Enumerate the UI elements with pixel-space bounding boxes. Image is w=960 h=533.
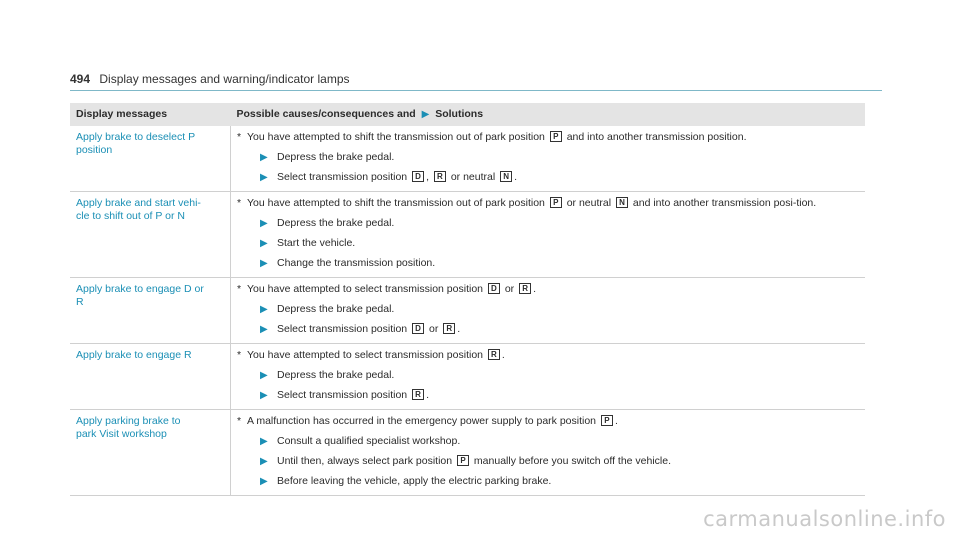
cause-body bbox=[247, 283, 536, 296]
column-header-causes-solutions bbox=[231, 103, 866, 126]
solution-step bbox=[237, 369, 859, 382]
arrow-right-icon: ▶ bbox=[260, 304, 268, 315]
text-fragment: . bbox=[426, 389, 429, 401]
cause-body bbox=[247, 197, 816, 210]
text-fragment: Depress the brake pedal. bbox=[277, 303, 395, 315]
text-fragment: Change the transmission position. bbox=[277, 257, 436, 269]
page-header bbox=[70, 72, 882, 91]
bullet-star-icon: * bbox=[237, 283, 242, 295]
text-fragment: manually before you switch off the vehicle. bbox=[471, 455, 672, 467]
text-fragment: Before leaving the vehicle, apply the electric parking brake. bbox=[277, 475, 552, 487]
text-fragment: Select transmission position bbox=[277, 171, 411, 183]
gear-n-symbol: N bbox=[500, 171, 512, 182]
arrow-right-icon: ▶ bbox=[260, 390, 268, 401]
display-message-text: R bbox=[76, 296, 84, 308]
arrow-right-icon: ▶ bbox=[260, 324, 268, 335]
causes-solutions-cell bbox=[231, 192, 866, 278]
arrow-right-icon: ▶ bbox=[260, 370, 268, 381]
arrow-right-icon: ▶ bbox=[260, 238, 268, 249]
text-fragment: , bbox=[426, 171, 432, 183]
cause-text bbox=[237, 415, 859, 428]
text-fragment: . bbox=[457, 323, 461, 335]
text-fragment: Consult a qualified specialist workshop. bbox=[277, 435, 461, 447]
table-row bbox=[70, 278, 865, 344]
solution-step-text bbox=[277, 151, 394, 164]
page-number: 494 bbox=[70, 72, 91, 86]
table-body bbox=[70, 126, 865, 496]
arrow-right-icon: ▶ bbox=[260, 258, 268, 269]
text-fragment: . bbox=[514, 171, 518, 183]
solution-step bbox=[237, 475, 859, 488]
column-header-solutions: Solutions bbox=[435, 108, 484, 120]
causes-solutions-cell bbox=[231, 278, 866, 344]
gear-p-symbol: P bbox=[550, 197, 562, 208]
display-message-text: Apply brake to engage R bbox=[76, 349, 192, 361]
gear-r-symbol: R bbox=[434, 171, 446, 182]
text-fragment: or neutral bbox=[563, 197, 614, 209]
display-message-cell bbox=[70, 278, 231, 344]
text-fragment: You have attempted to select transmission position bbox=[247, 349, 486, 361]
table-row bbox=[70, 192, 865, 278]
solution-step-text bbox=[277, 435, 460, 448]
text-fragment: or neutral bbox=[447, 171, 499, 183]
text-fragment: . bbox=[501, 349, 505, 361]
display-message-text: position bbox=[76, 144, 113, 156]
column-header-display-messages: Display messages bbox=[70, 103, 231, 126]
text-fragment: . bbox=[533, 283, 537, 295]
table-row bbox=[70, 126, 865, 192]
solution-step-text bbox=[277, 217, 394, 230]
cause-text bbox=[237, 131, 859, 144]
text-fragment: and into another transmission posi-tion. bbox=[630, 197, 817, 209]
gear-r-symbol: R bbox=[519, 283, 531, 294]
watermark: carmanualsonline.info bbox=[703, 507, 946, 531]
causes-solutions-cell bbox=[231, 410, 866, 496]
solution-step bbox=[237, 389, 859, 402]
causes-solutions-cell bbox=[231, 126, 866, 192]
text-fragment: Until then, always select park position bbox=[277, 455, 456, 467]
solution-step-text bbox=[277, 237, 355, 250]
table-header-row bbox=[70, 103, 865, 126]
text-fragment: . bbox=[614, 415, 618, 427]
display-message-text: Apply brake and start vehi- bbox=[76, 197, 201, 209]
text-fragment: Depress the brake pedal. bbox=[277, 369, 395, 381]
display-message-text: cle to shift out of P or N bbox=[76, 210, 185, 222]
bullet-star-icon: * bbox=[237, 415, 242, 427]
display-message-cell bbox=[70, 192, 231, 278]
gear-p-symbol: P bbox=[457, 455, 469, 466]
text-fragment: or bbox=[426, 323, 442, 335]
solution-step-text bbox=[277, 369, 394, 382]
gear-d-symbol: D bbox=[412, 323, 424, 334]
gear-d-symbol: D bbox=[412, 171, 424, 182]
text-fragment: Depress the brake pedal. bbox=[277, 151, 395, 163]
arrow-right-icon: ▶ bbox=[260, 456, 268, 467]
text-fragment: Start the vehicle. bbox=[277, 237, 356, 249]
gear-r-symbol: R bbox=[412, 389, 424, 400]
causes-solutions-cell bbox=[231, 344, 866, 410]
solution-step-text bbox=[277, 475, 551, 488]
text-fragment: You have attempted to select transmission position bbox=[247, 283, 486, 295]
display-message-text: park Visit workshop bbox=[76, 428, 167, 440]
text-fragment: A malfunction has occurred in the emergency power supply to park position bbox=[247, 415, 599, 427]
solution-step-text bbox=[277, 303, 394, 316]
solution-step bbox=[237, 237, 859, 250]
arrow-right-icon: ▶ bbox=[260, 436, 268, 447]
column-header-causes: Possible causes/consequences and bbox=[236, 108, 416, 120]
arrow-right-icon: ▶ bbox=[260, 152, 268, 163]
text-fragment: Select transmission position bbox=[277, 323, 411, 335]
solution-step-text bbox=[277, 323, 460, 336]
arrow-right-icon: ▶ bbox=[260, 476, 268, 487]
text-fragment: and into another transmission position. bbox=[563, 131, 747, 143]
gear-p-symbol: P bbox=[601, 415, 613, 426]
bullet-star-icon: * bbox=[237, 131, 242, 143]
text-fragment: You have attempted to shift the transmission out of park position bbox=[247, 131, 548, 143]
solution-step-text bbox=[277, 389, 429, 402]
solution-step-text bbox=[277, 455, 671, 468]
solution-step bbox=[237, 217, 859, 230]
gear-n-symbol: N bbox=[616, 197, 628, 208]
page-section-title: Display messages and warning/indicator lamps bbox=[99, 72, 350, 86]
cause-body bbox=[247, 131, 747, 144]
cause-text bbox=[237, 197, 859, 210]
arrow-right-icon: ▶ bbox=[421, 109, 430, 120]
display-message-text: Apply parking brake to bbox=[76, 415, 181, 427]
table-row bbox=[70, 410, 865, 496]
display-message-cell bbox=[70, 126, 231, 192]
solution-step-text bbox=[277, 171, 517, 184]
text-fragment: You have attempted to shift the transmission out of park position bbox=[247, 197, 548, 209]
solution-step bbox=[237, 151, 859, 164]
solution-step-text bbox=[277, 257, 435, 270]
display-messages-table bbox=[70, 103, 865, 496]
text-fragment: Depress the brake pedal. bbox=[277, 217, 395, 229]
cause-text bbox=[237, 349, 859, 362]
gear-r-symbol: R bbox=[443, 323, 455, 334]
arrow-right-icon: ▶ bbox=[260, 218, 268, 229]
solution-step bbox=[237, 323, 859, 336]
solution-step bbox=[237, 171, 859, 184]
cause-text bbox=[237, 283, 859, 296]
gear-r-symbol: R bbox=[488, 349, 500, 360]
cause-body bbox=[247, 415, 618, 428]
text-fragment: or bbox=[501, 283, 518, 295]
arrow-right-icon: ▶ bbox=[260, 172, 268, 183]
table-row bbox=[70, 344, 865, 410]
display-message-text: Apply brake to engage D or bbox=[76, 283, 204, 295]
display-message-cell bbox=[70, 410, 231, 496]
gear-p-symbol: P bbox=[550, 131, 562, 142]
solution-step bbox=[237, 435, 859, 448]
solution-step bbox=[237, 303, 859, 316]
display-message-cell bbox=[70, 344, 231, 410]
solution-step bbox=[237, 257, 859, 270]
cause-body bbox=[247, 349, 505, 362]
display-message-text: Apply brake to deselect P bbox=[76, 131, 196, 143]
bullet-star-icon: * bbox=[237, 349, 242, 361]
text-fragment: Select transmission position bbox=[277, 389, 411, 401]
solution-step bbox=[237, 455, 859, 468]
bullet-star-icon: * bbox=[237, 197, 242, 209]
gear-d-symbol: D bbox=[488, 283, 500, 294]
